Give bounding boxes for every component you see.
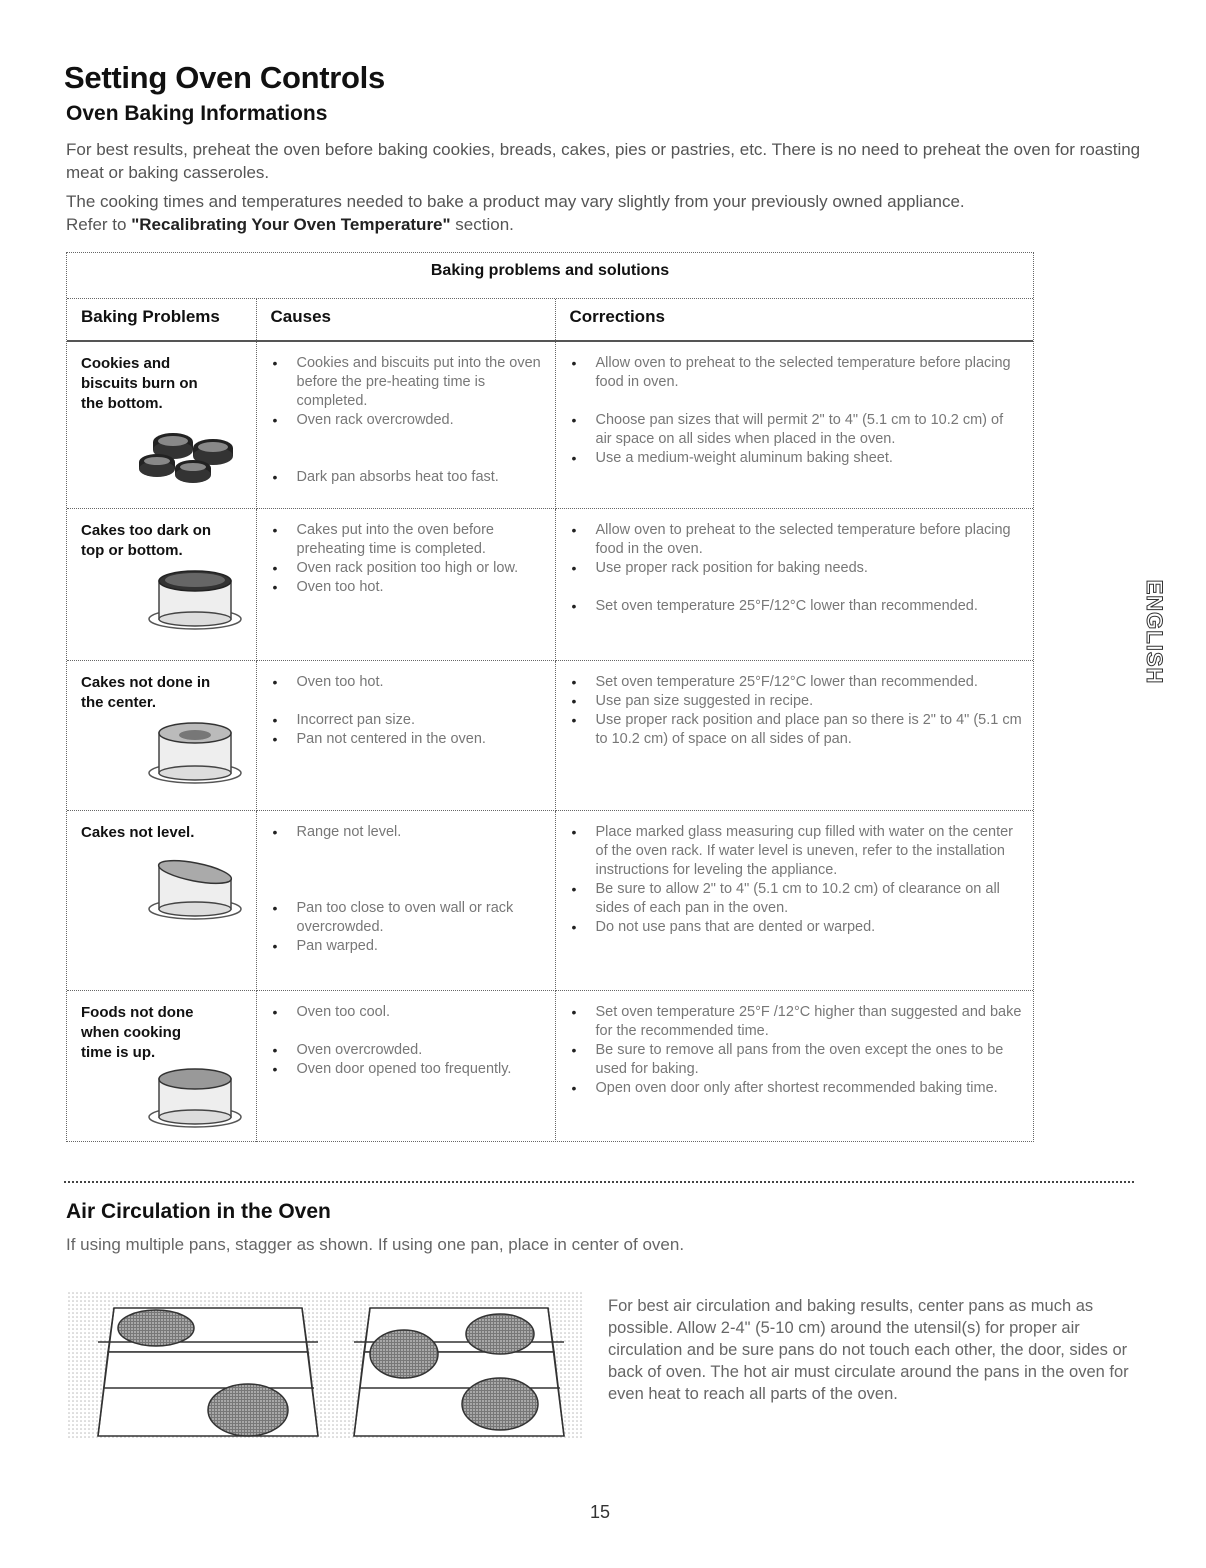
correction-item: • Set oven temperature 25°F /12°C higher than suggested and bake for the recommended time. <box>556 1003 1034 1041</box>
cause-item: • Oven overcrowded. <box>257 1041 555 1060</box>
corrections-cell <box>555 990 1033 1142</box>
correction-item: • Set oven temperature 25°F/12°C lower than recommended. <box>556 597 1034 616</box>
cause-item: • Pan warped. <box>257 937 555 956</box>
cause-item: • Cookies and biscuits put into the oven before the pre-heating time is completed. <box>257 354 555 411</box>
cake-dark-illustration <box>145 565 245 633</box>
cause-item: • Oven too cool. <box>257 1003 555 1022</box>
cake-undercooked-illustration <box>145 1065 245 1131</box>
pan-right-top <box>466 1314 534 1354</box>
air-circulation-intro: If using multiple pans, stagger as shown. If using one pan, place in center of oven. <box>66 1235 685 1254</box>
correction-item: • Be sure to allow 2" to 4" (5.1 cm to 10.2 cm) of clearance on all sides of each pan in the oven. <box>556 880 1034 918</box>
air-circulation-text: For best air circulation and baking results, center pans as much as possible. Allow 2-4" (5-10 cm) around the utensil(s) for proper air circulation and be sure pans do not touch each other, the door, sides or back of oven. The hot air must circulate around the pans in the oven for even heat to reach all parts of the oven. <box>608 1297 1129 1403</box>
correction-item: • Set oven temperature 25°F/12°C lower than recommended. <box>556 673 1034 692</box>
problem-label: time is up. <box>81 1043 156 1061</box>
problem-cell <box>67 508 256 660</box>
cause-item: • Oven rack overcrowded. <box>257 411 555 430</box>
correction-item: • Choose pan sizes that will permit 2" to 4" (5.1 cm to 10.2 cm) of air space on all sides when placed in the oven. <box>556 411 1034 449</box>
causes-cell <box>256 660 555 810</box>
corrections-cell <box>555 810 1033 990</box>
section-subtitle: Oven Baking Informations <box>66 102 328 125</box>
causes-cell <box>256 810 555 990</box>
problem-cell <box>67 660 256 810</box>
problem-cell <box>67 810 256 990</box>
english-side-tab <box>1138 576 1168 688</box>
pan-left-bottom <box>208 1384 288 1436</box>
english-tab-label: ENGLISH <box>1142 579 1168 685</box>
cause-item: • Cakes put into the oven before preheating time is completed. <box>257 521 555 559</box>
problem-cell <box>67 341 256 508</box>
cake-not-level-illustration <box>145 853 245 923</box>
pan-right-left <box>370 1330 438 1378</box>
page-title: Setting Oven Controls <box>64 60 385 95</box>
cause-item: • Range not level. <box>257 823 555 842</box>
causes-cell <box>256 508 555 660</box>
table-row <box>67 341 1033 508</box>
table-title: Baking problems and solutions <box>67 253 1033 299</box>
table-row <box>67 810 1033 990</box>
problem-label: the center. <box>81 693 157 711</box>
recalibrating-reference: "Recalibrating Your Oven Temperature" <box>131 215 451 234</box>
intro-refer-prefix: Refer to <box>66 215 132 234</box>
problem-label: top or bottom. <box>81 541 183 559</box>
cookies-illustration <box>135 428 245 484</box>
cause-item: • Oven rack position too high or low. <box>257 559 555 578</box>
pan-right-bottom <box>462 1378 538 1430</box>
problem-label: biscuits burn on <box>81 375 198 392</box>
baking-problems-table <box>66 252 1034 1142</box>
problem-label: Cookies and <box>81 355 171 372</box>
cause-item: • Dark pan absorbs heat too fast. <box>257 468 555 487</box>
table-row <box>67 990 1033 1142</box>
problem-cell <box>67 990 256 1142</box>
correction-item: • Allow oven to preheat to the selected temperature before placing food in oven. <box>556 354 1034 392</box>
corrections-cell <box>555 341 1033 508</box>
page-number: 15 <box>590 1502 611 1522</box>
problem-label: the bottom. <box>81 395 163 412</box>
problem-label: when cooking <box>81 1023 182 1041</box>
cause-item: • Pan too close to oven wall or rack overcrowded. <box>257 899 555 937</box>
cause-item: • Oven too hot. <box>257 673 555 692</box>
pan-left-top <box>118 1310 194 1346</box>
header-problems: Baking Problems <box>67 299 256 341</box>
correction-item: • Open oven door only after shortest recommended baking time. <box>556 1079 1034 1098</box>
header-corrections: Corrections <box>555 299 1033 341</box>
intro-paragraph-1: For best results, preheat the oven before baking cookies, breads, cakes, pies or pastries, etc. There is no need to preheat the oven for roasting meat or baking casseroles. <box>66 140 1141 182</box>
oven-pan-placement-diagram <box>68 1292 582 1438</box>
cause-item: • Oven door opened too frequently. <box>257 1060 555 1079</box>
cake-undone-illustration <box>145 717 245 787</box>
table-row <box>67 508 1033 660</box>
cause-item: • Incorrect pan size. <box>257 711 555 730</box>
causes-cell <box>256 990 555 1142</box>
correction-item: • Use pan size suggested in recipe. <box>556 692 1034 711</box>
problem-label: Foods not done <box>81 1003 194 1021</box>
problem-label: Cakes not done in <box>81 673 211 691</box>
cause-item: • Pan not centered in the oven. <box>257 730 555 749</box>
correction-item: • Be sure to remove all pans from the oven except the ones to be used for baking. <box>556 1041 1034 1079</box>
correction-item: • Allow oven to preheat to the selected temperature before placing food in the oven. <box>556 521 1034 559</box>
intro-text <box>66 138 1146 242</box>
corrections-cell <box>555 660 1033 810</box>
section-divider <box>64 1181 1134 1183</box>
problem-label: Cakes not level. <box>81 823 195 841</box>
problem-label: Cakes too dark on <box>81 521 212 539</box>
correction-item: • Use proper rack position and place pan so there is 2" to 4" (5.1 cm to 10.2 cm) of space on all sides of pan. <box>556 711 1034 749</box>
correction-item: • Do not use pans that are dented or warped. <box>556 918 1034 937</box>
intro-paragraph-2: The cooking times and temperatures needed to bake a product may vary slightly from your previously owned appliance. <box>66 192 965 211</box>
correction-item: • Place marked glass measuring cup filled with water on the center of the oven rack. If water level is uneven, refer to the installation instructions for leveling the appliance. <box>556 823 1034 880</box>
table-row <box>67 660 1033 810</box>
air-circulation-title: Air Circulation in the Oven <box>66 1200 331 1223</box>
causes-cell <box>256 341 555 508</box>
cause-item: • Oven too hot. <box>257 578 555 597</box>
correction-item: • Use a medium-weight aluminum baking sheet. <box>556 449 1034 468</box>
intro-paragraph-3 <box>66 213 1146 236</box>
correction-item: • Use proper rack position for baking needs. <box>556 559 1034 578</box>
header-causes: Causes <box>256 299 555 341</box>
corrections-cell <box>555 508 1033 660</box>
intro-refer-suffix: section. <box>450 215 514 234</box>
